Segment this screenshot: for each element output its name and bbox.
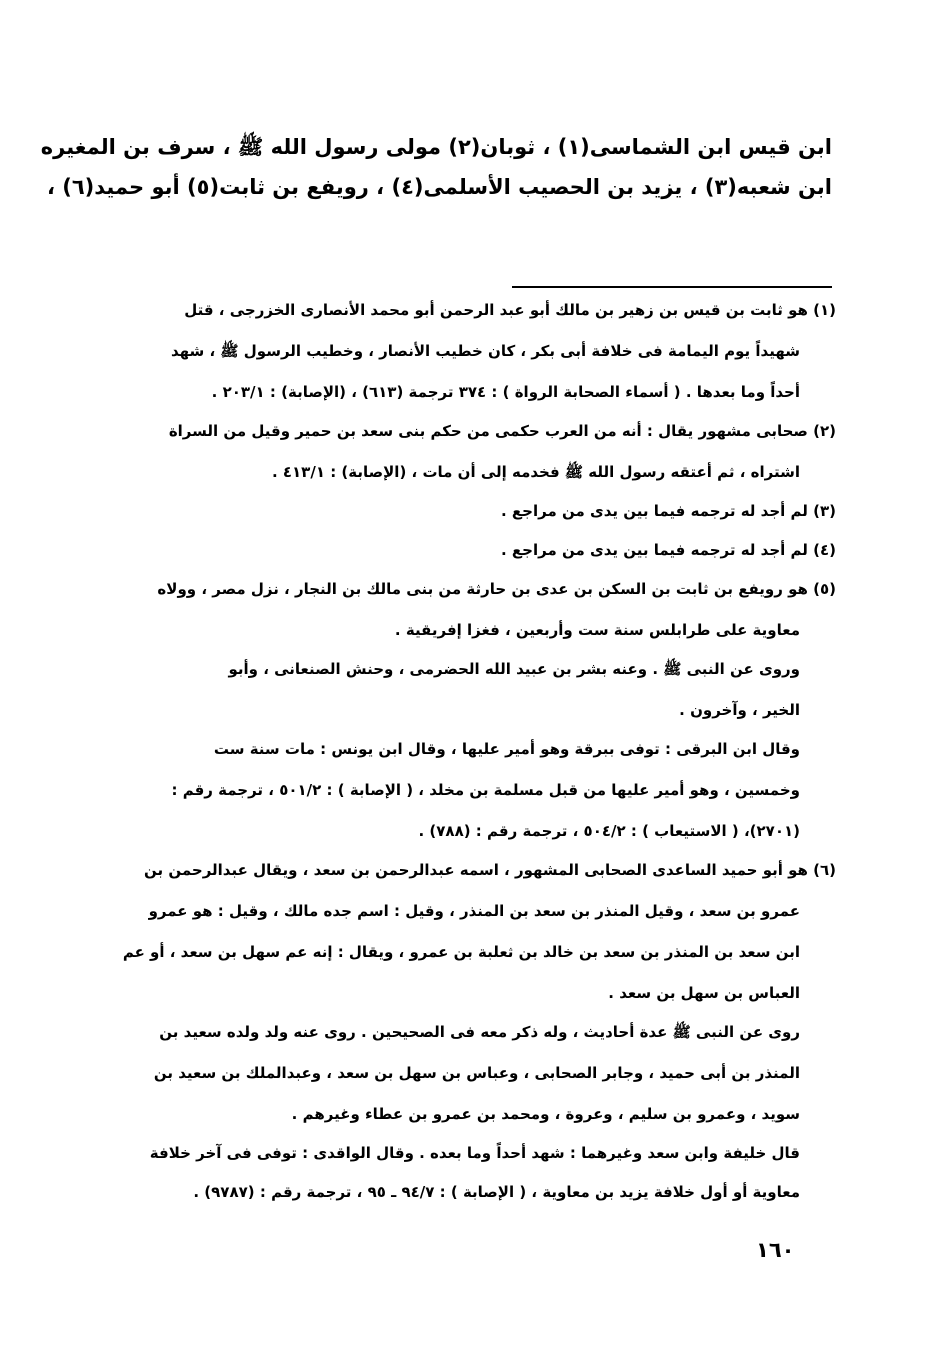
footnotes-block xyxy=(88,300,836,1221)
footnote-5-line: الخير ، وآخرون . xyxy=(679,701,800,719)
footnote-5-line: وقال ابن البرقى : توفى ببرقة وهو أمير عليها ، وقال ابن يونس : مات سنة ست xyxy=(213,740,800,758)
footnote-1-line: أحداً وما بعدها . ( أسماء الصحابة الرواة ) : ٣٧٤ ترجمة (٦١٣) ، (الإصابة) : ٢٠٣/١ . xyxy=(211,383,800,401)
footnote-4-line: (٤) لم أجد له ترجمه فيما بين يدى من مراجع . xyxy=(501,541,836,559)
footnote-6-line: (٦) هو أبو حميد الساعدى الصحابى المشهور ، اسمه عبدالرحمن بن سعد ، ويقال عبدالرحمن بن xyxy=(143,861,836,879)
footnote-6-line: العباس بن سهل بن سعد . xyxy=(608,984,800,1002)
footnote-5-line: معاوية على طرابلس سنة ست وأربعين ، فغزا إفريقية . xyxy=(394,621,800,639)
footnote-5-line: (٢٧٠١)، ( الاستيعاب ) : ٥٠٤/٢ ، ترجمة رقم : (٧٨٨) . xyxy=(418,822,800,840)
footnote-6-line: قال خليفة وابن سعد وغيرهما : شهد أحداً وما بعده . وقال الواقدى : توفى فى آخر خلافة xyxy=(149,1144,800,1162)
footnote-6-line: ابن سعد بن المنذر بن سعد بن خالد بن ثعلبة بن عمرو ، ويقال : إنه عم سهل بن سعد ، أو عم xyxy=(122,943,800,961)
main-text-line: ابن قيس ابن الشماسى(١) ، ثوبان(٢) مولى رسول الله ﷺ ، سرف بن المغيره xyxy=(40,135,832,159)
footnote-6-line: سويد ، وعمرو بن سليم ، وعروة ، ومحمد بن عمرو بن عطاء وغيرهم . xyxy=(291,1105,800,1123)
footnote-6-line: معاوية أو أول خلافة يزيد بن معاوية ، ( الإصابة ) : ٩٤/٧ ـ ٩٥ ، ترجمة رقم : (٩٧٨٧) . xyxy=(193,1183,800,1201)
footnote-2-line: (٢) صحابى مشهور يقال : أنه من العرب حكمى من حكم بنى سعد بن حمير وقيل من السراة xyxy=(168,422,836,440)
footnote-1-line: شهيداً يوم اليمامة فى خلافة أبى بكر ، كان خطيب الأنصار ، وخطيب الرسول ﷺ ، شهد xyxy=(170,342,800,360)
main-text-block xyxy=(40,130,832,210)
footnote-divider xyxy=(512,286,832,288)
footnote-6-line: عمرو بن سعد ، وقيل المنذر بن سعد بن المنذر ، وقيل : اسم جده مالك ، وقيل : هو عمرو xyxy=(148,902,800,920)
footnote-6-line: روى عن النبى ﷺ عدة أحاديث ، وله ذكر معه فى الصحيحين . روى عنه ولد ولده سعيد بن xyxy=(159,1023,800,1041)
page-number: ١٦٠ xyxy=(756,1238,795,1262)
footnote-6-line: المنذر بن أبى حميد ، وجابر الصحابى ، وعباس بن سهل بن سعد ، وعبدالملك بن سعيد بن xyxy=(153,1064,800,1082)
footnote-1-line: (١) هو ثابت بن قيس بن زهير بن مالك أبو عبد الرحمن أبو محمد الأنصارى الخزرجى ، قتل xyxy=(184,301,836,319)
footnote-5-line: (٥) هو رويفع بن ثابت بن السكن بن عدى بن حارثة من بنى مالك بن النجار ، نزل مصر ، وولاه xyxy=(157,580,836,598)
footnote-5-line: وروى عن النبى ﷺ . وعنه بشر بن عبيد الله الحضرمى ، وحنش الصنعانى ، وأبو xyxy=(228,660,800,678)
main-text-line: ابن شعبه(٣) ، يزيد بن الحصيب الأسلمى(٤) ، رويفع بن ثابت(٥) أبو حميد(٦) ، xyxy=(46,175,832,199)
footnote-5-line: وخمسين ، وهو أمير عليها من قبل مسلمة بن مخلد ، ( الإصابة ) : ٥٠١/٢ ، ترجمة رقم : xyxy=(171,781,800,799)
footnote-3-line: (٣) لم أجد له ترجمه فيما بين يدى من مراجع . xyxy=(501,502,836,520)
footnote-2-line: اشتراه ، ثم أعتقه رسول الله ﷺ فخدمه إلى أن مات ، (الإصابة) : ٤١٣/١ . xyxy=(271,463,800,481)
